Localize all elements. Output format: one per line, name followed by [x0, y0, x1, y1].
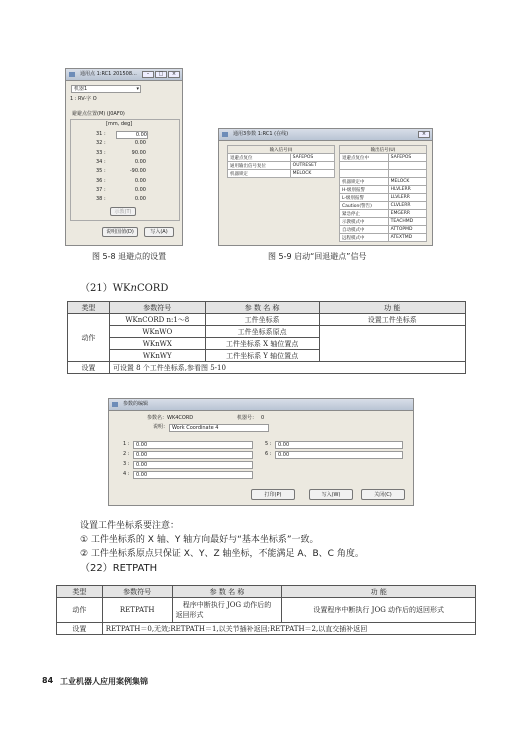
signal-row [340, 202, 427, 210]
t2-r1-type: 动作 [57, 598, 103, 623]
fig510-titlebar [109, 399, 413, 411]
coord-field[interactable]: 0.00 [133, 471, 253, 479]
minimize-icon[interactable]: – [142, 71, 154, 78]
desc-label: 说明： [153, 424, 169, 430]
signal-param: LLVLERR [388, 194, 426, 202]
note-3: ② 工件坐标系原点只保证 X、Y、Z 轴坐标，不能满足 A、B、C 角度。 [80, 549, 364, 559]
signal-row [340, 194, 427, 202]
th-name: 参 数 名 称 [205, 302, 319, 314]
t1-r5-text: 可设置 8 个工件坐标系,参看图 5-10 [109, 362, 465, 374]
signal-param: HLVLERR [388, 186, 426, 194]
section-21-num: （21） [80, 283, 113, 294]
t2-th-name: 参 数 名 称 [172, 586, 282, 598]
signal-name: H-级别报警 [340, 186, 389, 194]
t1-r1-name: 工件坐标系 [205, 314, 319, 326]
unit-label: [mm, deg] [106, 121, 133, 127]
section-21-name-pre: WK [112, 283, 131, 294]
axis-label: 36 : [96, 177, 106, 184]
signal-row [340, 178, 427, 186]
coord-label: 2 : [123, 451, 130, 457]
t1-r2-name: 工件坐标系原点 [205, 326, 319, 338]
teach-button[interactable]: 示教(T) [110, 207, 136, 216]
maximize-icon[interactable]: □ [155, 71, 167, 78]
coord-field[interactable]: 0.00 [133, 441, 253, 449]
input-header: 输入信号(I) [228, 146, 335, 154]
signal-row [228, 162, 335, 170]
signal-row [340, 162, 427, 170]
fig59-output-table [339, 145, 427, 242]
axis-label: 38 : [96, 196, 106, 203]
t2-r2-type: 设置 [57, 623, 103, 635]
fig58-caption: 图 5-8 退避点的设置 [92, 252, 167, 261]
write-button[interactable]: 写入(A) [144, 227, 174, 237]
signal-param: ATTOPMD [388, 226, 426, 234]
output-header: 输出信号(U) [340, 146, 427, 154]
signal-row [228, 154, 335, 162]
signal-name [340, 162, 389, 170]
signal-row [340, 154, 427, 162]
coord-field[interactable]: 0.00 [133, 461, 253, 469]
coord-label: 6 : [265, 451, 272, 457]
signal-param: OUTRESET [290, 162, 334, 170]
axis-value: 0.00 [134, 186, 146, 193]
t2-r1-symbol: RETPATH [102, 598, 172, 623]
signal-row [228, 170, 335, 178]
coord-label: 1 : [123, 441, 130, 447]
t2-th-type: 类型 [57, 586, 103, 598]
signal-name: 机器锁定 [228, 170, 291, 178]
axis-label: 34 : [96, 158, 106, 165]
signal-name: 退避点复位中 [340, 154, 389, 162]
t2-th-symbol: 参数符号 [102, 586, 172, 598]
signal-row [340, 210, 427, 218]
default-value-button[interactable]: 说明国值(D) [102, 227, 138, 237]
signal-row [340, 218, 427, 226]
t1-r4-symbol: WKnWY [109, 350, 205, 362]
signal-name: 紧急停止 [340, 210, 389, 218]
robot-dropdown-value: 机器1 [74, 86, 88, 92]
coord-label: 3 : [123, 461, 130, 467]
desc-value: Work Coordinate 4 [172, 425, 219, 431]
write-w-button[interactable]: 写入(W) [309, 489, 353, 500]
t1-r5-type: 设置 [68, 362, 110, 374]
signal-name: 远程模式中 [340, 234, 389, 242]
window-icon [112, 402, 118, 407]
section-21-title [80, 279, 168, 294]
coord-field[interactable]: 0.00 [275, 451, 403, 459]
axis-value: 0.00 [134, 196, 146, 203]
fig510-window [108, 398, 414, 506]
t2-r1-name-line2: 返回形式 [175, 611, 204, 619]
t2-r2-text: RETPATH＝0,无效;RETPATH＝1,以关节插补返回;RETPATH＝2,以直交插补返回 [102, 623, 475, 635]
signal-row [340, 226, 427, 234]
retpath-table [56, 585, 476, 635]
t1-r4-name: 工件坐标系 Y 轴位置点 [205, 350, 319, 362]
t1-r1-func: 设置工件坐标系 [319, 314, 465, 326]
fig59-caption: 图 5-9 启动“回退避点”信号 [268, 252, 367, 261]
fig58-window [65, 68, 183, 246]
signal-param: ATEXTMD [388, 234, 426, 242]
coord-label: 4 : [123, 471, 130, 477]
th-symbol: 参数符号 [109, 302, 205, 314]
axis-label: 33 : [96, 149, 106, 156]
fig59-input-table [227, 145, 335, 178]
section-22-title: （22）RETPATH [80, 563, 158, 574]
section-21-name-italic: n [130, 283, 137, 294]
close-icon[interactable]: × [418, 131, 430, 138]
robot-dropdown[interactable] [71, 85, 141, 93]
signal-param: CLVLERR [388, 202, 426, 210]
signal-param: SAFEPOS [290, 154, 334, 162]
section-21-name-post: CORD [136, 283, 169, 294]
fig59-window [218, 128, 433, 246]
t2-th-func: 功 能 [282, 586, 476, 598]
signal-param [388, 162, 426, 170]
th-func: 功 能 [319, 302, 465, 314]
signal-name: 通用输出信号复位 [228, 162, 291, 170]
signal-param: EMGERR [388, 210, 426, 218]
axis-label: 37 : [96, 186, 106, 193]
axis-label: 32 : [96, 140, 106, 147]
coord-field[interactable]: 0.00 [275, 441, 403, 449]
window-icon [222, 132, 228, 137]
coord-label: 5 : [265, 441, 272, 447]
signal-name: 机器锁定中 [340, 178, 389, 186]
book-title: 工业机器人应用案例集锦 [60, 677, 148, 686]
th-type: 类型 [68, 302, 110, 314]
robot-line: 1 : RV-字 O [70, 96, 97, 102]
t2-r1-name-line1: 程序中断执行 JOG 动作后的 [182, 601, 272, 609]
t2-r1-func: 设置程序中断执行 JOG 动作后的返回形式 [282, 598, 476, 623]
signal-param: TEACHMD [388, 218, 426, 226]
signal-name: 自动模式中 [340, 226, 389, 234]
signal-name: L-级别报警 [340, 194, 389, 202]
robot-no-value: 0 [261, 415, 265, 421]
axis-label: 35 : [96, 168, 106, 175]
note-1: 设置工件坐标系要注意： [80, 521, 180, 531]
signal-row [340, 170, 427, 178]
param-name-label: 参数名： [147, 415, 168, 421]
signal-param: MELOCK [290, 170, 334, 178]
t1-r1-symbol: WKnCORD n:1～8 [109, 314, 205, 326]
axis-label: 31 : [96, 131, 106, 137]
window-icon [69, 72, 75, 77]
note-2: ① 工件坐标系的 X 轴、Y 轴方向最好与“基本坐标系”一致。 [80, 535, 319, 545]
t1-r3-symbol: WKnWX [109, 338, 205, 350]
signal-name: 退避点复位 [228, 154, 291, 162]
coord-field[interactable]: 0.00 [133, 451, 253, 459]
close-button[interactable]: 关闭(C) [361, 489, 405, 500]
signal-row [340, 186, 427, 194]
fig58-title: 通用点 1:RC1 201508... [80, 71, 137, 77]
axis-value: 0.00 [134, 140, 146, 147]
fig510-title: 参数的编辑 [123, 401, 149, 407]
wkncord-table [67, 301, 466, 374]
t1-r2-symbol: WKnWO [109, 326, 205, 338]
axis-value: 0.00 [134, 158, 146, 165]
page-number: 84 [42, 676, 54, 685]
signal-param: MELOCK [388, 178, 426, 186]
group-label: 避避点位置(M) (J0AF0) [72, 111, 125, 117]
signal-name: Caution(警告) [340, 202, 389, 210]
axis-value: 0.00 [134, 177, 146, 184]
desc-field[interactable] [169, 424, 269, 432]
signal-name [340, 170, 389, 178]
t2-r1-name [172, 598, 282, 623]
fig59-titlebar [219, 129, 432, 141]
signal-param: SAFEPOS [388, 154, 426, 162]
chevron-down-icon: ▾ [136, 86, 139, 92]
axis-value[interactable]: 0.00 [116, 131, 148, 139]
print-button[interactable]: 打印(P) [251, 489, 295, 500]
signal-param [388, 170, 426, 178]
close-icon[interactable]: × [168, 71, 180, 78]
axis-value: -90.00 [129, 168, 146, 175]
axis-value: 90.00 [131, 149, 146, 156]
param-name-value: WK4CORD [167, 415, 194, 421]
signal-row [340, 234, 427, 242]
t1-r2-func [319, 326, 465, 362]
robot-no-label: 机器号： [237, 415, 258, 421]
fig58-titlebar [66, 69, 182, 81]
t1-r1-type: 动作 [68, 314, 110, 362]
fig59-title: 通用3参数 1:RC1 (在线) [233, 131, 289, 137]
signal-name: 示教模式中 [340, 218, 389, 226]
t1-r3-name: 工件坐标系 X 轴位置点 [205, 338, 319, 350]
